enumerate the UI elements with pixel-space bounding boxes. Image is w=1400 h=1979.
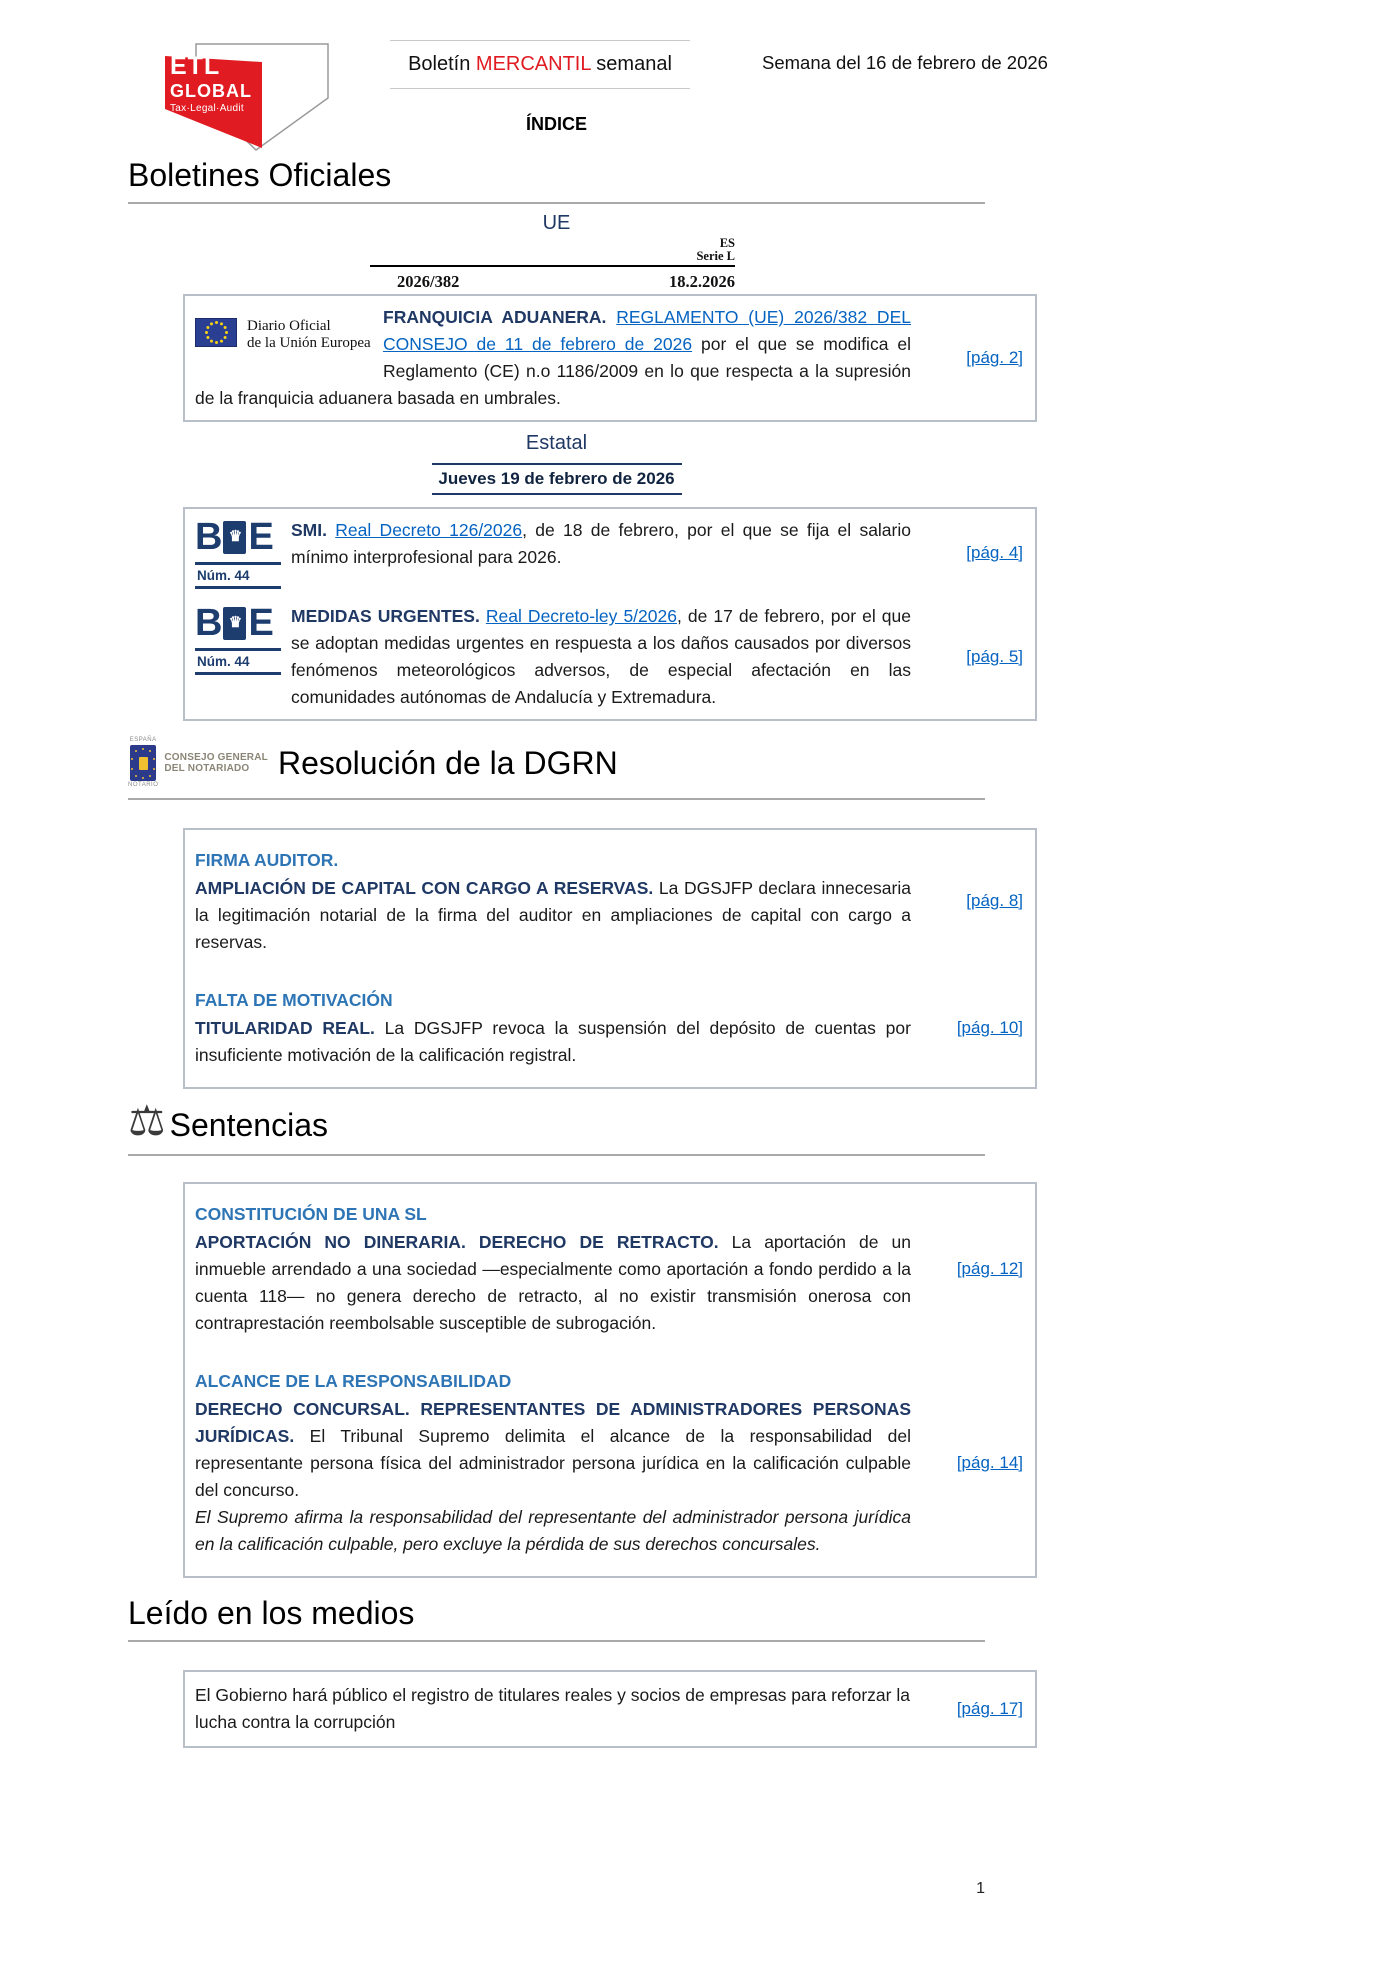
boe-entry-link[interactable]: Real Decreto 126/2026 xyxy=(335,520,523,541)
boe-number: Núm. 44 xyxy=(195,562,281,589)
section-heading-boletines xyxy=(128,158,985,204)
eu-stars-icon xyxy=(215,331,218,334)
medios-entries-box xyxy=(183,1670,1037,1748)
notariado-caption-line2: DEL NOTARIADO xyxy=(164,763,250,775)
notariado-logo xyxy=(128,737,268,789)
sentencia-entry-lead: DERECHO CONCURSAL. REPRESENTANTES DE ADMINISTRADORES PERSONAS JURÍDICAS. xyxy=(195,1399,911,1447)
sentencia-entry-lead: APORTACIÓN NO DINERARIA. DERECHO DE RETRACTO. xyxy=(195,1232,719,1253)
dgrn-entries-box xyxy=(183,828,1037,1089)
eu-entry-text xyxy=(195,304,911,412)
notariado-flag-icon xyxy=(130,745,156,781)
sentencia-entry-rest: El Tribunal Supremo delimita el alcance de la responsabilidad del representante persona física del administrador persona jurídica en la calificación culpable del concurso. xyxy=(195,1426,911,1501)
medios-page-col xyxy=(911,1682,1035,1736)
eu-flag-icon xyxy=(195,318,237,347)
dgrn-page-col xyxy=(911,846,1035,956)
boe-entries-box xyxy=(183,507,1037,721)
boe-crest-icon: ♛ xyxy=(223,607,246,640)
journal-lang-serie xyxy=(370,237,735,263)
dgrn-entry-rest: La DGSJFP declara innecesaria la legitimación notarial de la firma del auditor en ampliaciones de capital con cargo a reservas. xyxy=(195,878,911,953)
medios-entry xyxy=(195,1682,1035,1736)
dgrn-entry xyxy=(195,846,1035,956)
eu-page-col xyxy=(911,304,1035,412)
journal-ref-row xyxy=(370,267,735,292)
estatal-date-wrap xyxy=(128,463,985,495)
entry-spacer xyxy=(195,1337,1035,1367)
sentencia-entry-text xyxy=(195,1200,911,1337)
boletines-title: Boletines Oficiales xyxy=(128,157,392,193)
sentencia-page-col xyxy=(911,1367,1035,1558)
dgrn-page-link[interactable]: [pág. 8] xyxy=(966,891,1023,911)
boe-entry-link[interactable]: Real Decreto-ley 5/2026 xyxy=(485,606,677,627)
scales-icon: ⚖ xyxy=(128,1097,166,1145)
notariado-bottom-label: NOTARIO xyxy=(128,782,159,789)
sentencias-title: Sentencias xyxy=(169,1106,328,1143)
sentencia-page-col xyxy=(911,1200,1035,1337)
boe-entry-text xyxy=(291,517,911,589)
sentencia-entry-rest: La aportación de un inmueble arrendado a una sociedad —especialmente como aportación a fondo perdido a la cuenta 118— no genera derecho de retracto, al no existir transmisión onerosa con contraprestación reembolsable susceptible de subrogación. xyxy=(195,1232,911,1334)
notariado-top-label: ESPAÑA xyxy=(129,737,157,744)
boe-entry-rest: , de 18 de febrero, por el que se fija el salario mínimo interprofesional para 2026. xyxy=(291,520,911,568)
medios-title: Leído en los medios xyxy=(128,1595,415,1632)
notariado-caption xyxy=(164,752,268,774)
sentencia-page-link[interactable]: [pág. 14] xyxy=(956,1452,1023,1472)
boe-logo xyxy=(195,516,291,559)
boe-logo-b: B xyxy=(195,602,222,645)
section-heading-dgrn xyxy=(128,737,985,800)
boe-logo-col xyxy=(195,603,291,711)
notariado-flag-col xyxy=(128,737,158,789)
sentencias-entries-box xyxy=(183,1182,1037,1578)
eu-journal-name-line1: Diario Oficial xyxy=(247,318,331,335)
boe-logo xyxy=(195,602,291,645)
medios-page-link[interactable]: [pág. 17] xyxy=(956,1699,1023,1719)
week-date: Semana del 16 de febrero de 2026 xyxy=(762,52,1048,73)
estatal-date-heading: Jueves 19 de febrero de 2026 xyxy=(432,463,682,495)
sentencia-entry-paragraph xyxy=(195,1229,911,1337)
boe-page-col xyxy=(911,603,1035,711)
boe-entry-lead: MEDIDAS URGENTES. xyxy=(291,606,480,627)
dgrn-entry-paragraph xyxy=(195,1015,911,1069)
etl-logo-line3: Tax·Legal·Audit xyxy=(170,103,244,114)
medios-entry-paragraph: El Gobierno hará público el registro de titulares reales y socios de empresas para reforzar la lucha contra la corrupción xyxy=(195,1685,910,1733)
sentencia-entry-italic-note: El Supremo afirma la responsabilidad del representante del administrador persona jurídica en la calificación culpable, pero excluye la pérdida de sus derechos concursales. xyxy=(195,1507,911,1555)
sentencia-page-link[interactable]: [pág. 12] xyxy=(956,1258,1023,1278)
journal-serie: Serie L xyxy=(696,249,735,264)
notariado-figure-icon xyxy=(139,757,148,770)
dgrn-entry-text xyxy=(195,846,911,956)
boe-entry-paragraph xyxy=(291,517,911,571)
ue-subheading: UE xyxy=(542,212,571,235)
entry-spacer xyxy=(195,589,1035,603)
sentencia-entry-kicker: CONSTITUCIÓN DE UNA SL xyxy=(195,1204,427,1225)
boe-entry xyxy=(195,603,1035,711)
eu-entry xyxy=(195,304,1035,412)
boe-entry-lead: SMI. xyxy=(291,520,327,541)
etl-global-logo xyxy=(156,30,374,158)
medios-entry-text xyxy=(195,1682,911,1736)
eu-entry-rest: por el que se modifica el Reglamento (CE) n.o 1186/2009 en lo que respecta a la supresión de la franquicia aduanera basada en umbrales. xyxy=(195,334,911,409)
journal-lang: ES xyxy=(719,236,735,251)
sentencia-entry xyxy=(195,1367,1035,1558)
page-number: 1 xyxy=(976,1880,985,1897)
etl-logo-text xyxy=(170,54,252,114)
eu-journal-logo xyxy=(195,304,383,380)
boe-logo-col xyxy=(195,517,291,589)
entry-spacer xyxy=(195,956,1035,986)
etl-logo-line1: ETL xyxy=(170,52,221,80)
eu-entry-link[interactable]: REGLAMENTO (UE) 2026/382 DEL CONSEJO de 11 de febrero de 2026 xyxy=(383,307,911,355)
dgrn-entry-kicker: FIRMA AUDITOR. xyxy=(195,850,339,871)
eu-journal-name-line2: de la Unión Europea xyxy=(247,335,371,352)
boe-logo-e: E xyxy=(248,516,273,559)
sentencia-entry-text xyxy=(195,1367,911,1558)
masthead-highlight: MERCANTIL xyxy=(475,53,591,75)
masthead-prefix: Boletín xyxy=(408,53,476,75)
index-title: ÍNDICE xyxy=(525,114,587,134)
dgrn-entry-lead: TITULARIDAD REAL. xyxy=(195,1018,375,1039)
boe-crest-icon: ♛ xyxy=(223,521,246,554)
eu-journal-header xyxy=(370,237,735,292)
page-header xyxy=(0,0,1400,152)
dgrn-entry-paragraph xyxy=(195,875,911,956)
boe-entry xyxy=(195,517,1035,589)
notariado-caption-line1: CONSEJO GENERAL xyxy=(164,752,268,764)
sentencia-entry-paragraph xyxy=(195,1396,911,1558)
eu-entry-lead: FRANQUICIA ADUANERA. xyxy=(383,307,607,328)
journal-date: 18.2.2026 xyxy=(669,272,735,292)
boe-entry-paragraph xyxy=(291,603,911,711)
section-heading-sentencias xyxy=(128,1097,985,1156)
boe-logo-b: B xyxy=(195,516,222,559)
dgrn-page-link[interactable]: [pág. 10] xyxy=(956,1017,1023,1037)
boe-entry-text xyxy=(291,603,911,711)
dgrn-entry-lead: AMPLIACIÓN DE CAPITAL CON CARGO A RESERVAS. xyxy=(195,878,654,899)
etl-logo-line2: GLOBAL xyxy=(170,81,252,101)
sentencia-entry xyxy=(195,1200,1035,1337)
bulletin-masthead xyxy=(390,40,690,89)
boe-entry-rest: , de 17 de febrero, por el que se adoptan medidas urgentes en respuesta a los daños causados por diversos fenómenos meteorológicos adversos, de especial afectación en las comunidades autónomas de Andalucía y Extremadura. xyxy=(291,606,911,708)
dgrn-title: Resolución de la DGRN xyxy=(277,744,618,781)
dgrn-entry-rest: La DGSJFP revoca la suspensión del depósito de cuentas por insuficiente motivación de la calificación registral. xyxy=(195,1018,911,1066)
masthead-suffix: semanal xyxy=(590,53,672,75)
section-heading-medios xyxy=(128,1596,985,1642)
eu-entry-box xyxy=(183,294,1037,422)
boe-page-link[interactable]: [pág. 4] xyxy=(966,543,1023,563)
dgrn-entry-text xyxy=(195,986,911,1069)
eu-journal-name xyxy=(247,318,371,352)
estatal-subheading: Estatal xyxy=(525,432,588,455)
boe-page-col xyxy=(911,517,1035,589)
journal-ref: 2026/382 xyxy=(397,272,460,292)
boe-page-link[interactable]: [pág. 5] xyxy=(966,647,1023,667)
boe-logo-e: E xyxy=(248,602,273,645)
boe-number: Núm. 44 xyxy=(195,648,281,675)
dgrn-page-col xyxy=(911,986,1035,1069)
eu-page-link[interactable]: [pág. 2] xyxy=(966,348,1023,368)
dgrn-entry-kicker: FALTA DE MOTIVACIÓN xyxy=(195,990,393,1011)
sentencia-entry-kicker: ALCANCE DE LA RESPONSABILIDAD xyxy=(195,1371,512,1392)
dgrn-entry xyxy=(195,986,1035,1069)
